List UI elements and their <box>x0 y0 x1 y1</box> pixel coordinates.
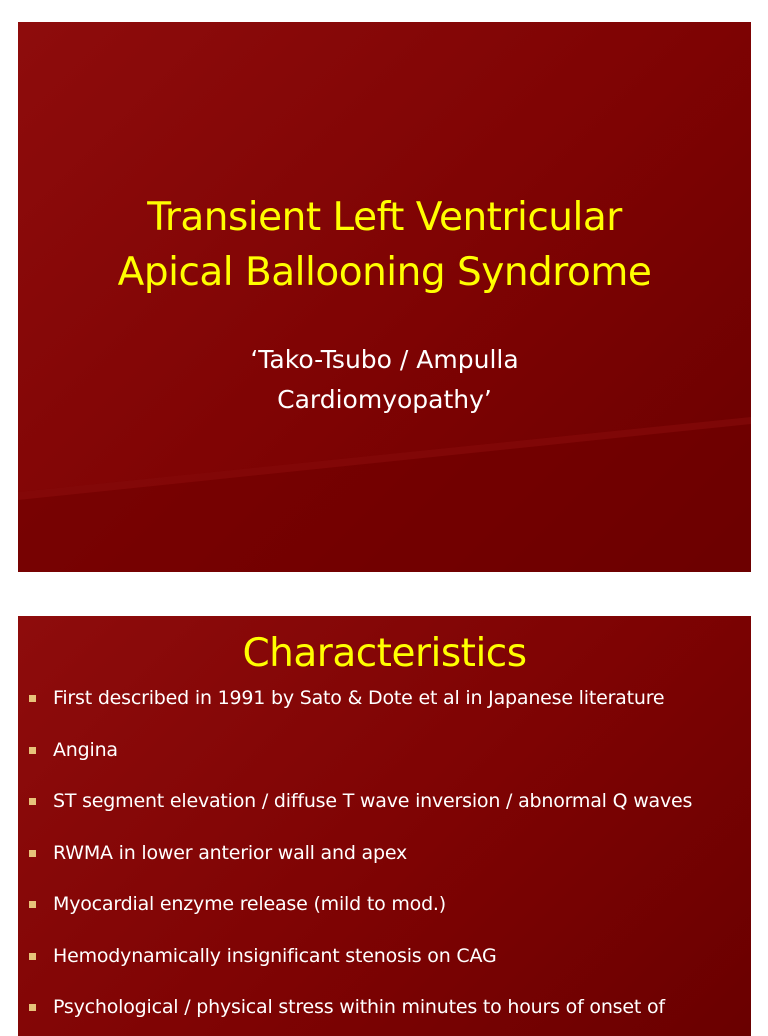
bullet-item <box>18 838 751 890</box>
square-bullet-icon <box>29 1004 36 1011</box>
title-slide <box>18 22 751 572</box>
slide-title-line-1: Transient Left Ventricular <box>147 195 622 240</box>
slide-title: Characteristics <box>242 631 527 676</box>
bullet-text: RWMA in lower anterior wall and apex <box>53 841 408 864</box>
bullet-item <box>18 992 751 1036</box>
bullet-text: ST segment elevation / diffuse T wave inversion / abnormal Q waves <box>53 790 693 812</box>
bullet-item <box>18 683 751 735</box>
bullet-text: Myocardial enzyme release (mild to mod.) <box>53 893 446 915</box>
square-bullet-icon <box>29 798 36 805</box>
square-bullet-icon <box>29 953 36 960</box>
square-bullet-icon <box>29 850 36 857</box>
square-bullet-icon <box>29 901 36 908</box>
bullet-item <box>18 735 751 787</box>
square-bullet-icon <box>29 747 36 754</box>
bullet-list <box>18 683 751 1036</box>
slide-title-line-2: Apical Ballooning Syndrome <box>117 250 652 295</box>
slide-title <box>18 190 751 300</box>
slide-subtitle-line-1: ‘Tako-Tsubo / Ampulla <box>250 345 519 374</box>
slide-subtitle-line-2: Cardiomyopathy’ <box>277 385 492 414</box>
square-bullet-icon <box>29 695 36 702</box>
bullet-text: Hemodynamically insignificant stenosis on CAG <box>53 944 497 967</box>
bullet-text: Psychological / physical stress within minutes to hours of onset of <box>53 996 665 1018</box>
bullet-item <box>18 786 751 838</box>
bullet-text: First described in 1991 by Sato & Dote et al in Japanese literature <box>53 687 665 709</box>
bullet-item <box>18 889 751 941</box>
bullet-item <box>18 941 751 993</box>
characteristics-slide <box>18 616 751 1036</box>
slide-subtitle <box>18 340 751 420</box>
bullet-text: Angina <box>53 738 118 761</box>
